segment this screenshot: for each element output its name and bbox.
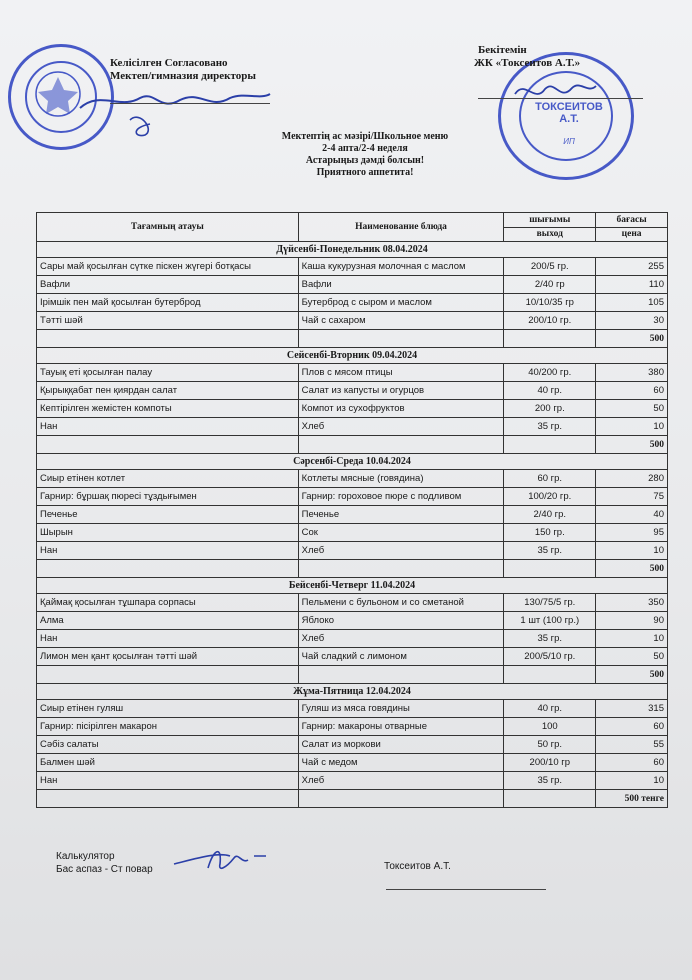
dish-name-kz: Қаймақ қосылған тұшпара сорпасы [37,594,299,612]
dish-name-kz: Нан [37,772,299,790]
dish-name-ru: Хлеб [298,542,504,560]
day-row [37,348,668,364]
dish-name-ru: Хлеб [298,630,504,648]
dish-name-ru: Чай сладкий с лимоном [298,648,504,666]
dish-name-ru: Яблоко [298,612,504,630]
dish-yield: 40/200 гр. [504,364,596,382]
menu-table [36,212,668,808]
table-row [37,630,668,648]
dish-name-kz: Печенье [37,506,299,524]
dish-yield: 200/5/10 гр. [504,648,596,666]
total-row [37,560,668,578]
table-row [37,524,668,542]
footer-signature-line [386,889,546,890]
table-row [37,506,668,524]
empty-cell [37,790,299,808]
chef-name: Токсеитов А.Т. [384,861,451,872]
dish-name-kz: Нан [37,630,299,648]
calculator-label: Калькулятор [56,851,115,862]
dish-yield: 100 [504,718,596,736]
day-row [37,454,668,470]
table-row [37,718,668,736]
dish-name-ru: Хлеб [298,418,504,436]
dish-price: 10 [596,772,668,790]
day-total: 500 [596,560,668,578]
header-row [37,213,668,228]
empty-cell [504,436,596,454]
table-row [37,648,668,666]
dish-name-kz: Лимон мен қант қосылған тәтті шәй [37,648,299,666]
dish-price: 95 [596,524,668,542]
table-row [37,364,668,382]
table-row [37,612,668,630]
empty-cell [298,436,504,454]
approval-right [474,44,580,70]
dish-name-kz: Сиыр етінен котлет [37,470,299,488]
dish-yield: 35 гр. [504,772,596,790]
chef-label: Бас аспаз - Ст повар [56,864,153,875]
dish-yield: 10/10/35 гр [504,294,596,312]
dish-name-kz: Сары май қосылған сүтке піскен жүгері ботқасы [37,258,299,276]
dish-name-kz: Нан [37,542,299,560]
empty-cell [298,790,504,808]
title-line-1: Мектептің ас мәзірі/Школьное меню [281,131,449,142]
dish-yield: 200/10 гр. [504,312,596,330]
company-label: ЖК «Токсеитов А.Т.» [474,57,581,69]
dish-yield: 60 гр. [504,470,596,488]
approve-label: Бекітемін [478,44,527,56]
director-signature-line [110,103,270,104]
dish-name-kz: Ірімшік пен май қосылған бутерброд [37,294,299,312]
dish-yield: 150 гр. [504,524,596,542]
empty-cell [298,666,504,684]
empty-cell [504,560,596,578]
dish-name-ru: Вафли [298,276,504,294]
dish-name-ru: Гарнир: макароны отварные [298,718,504,736]
table-row [37,312,668,330]
table-row [37,594,668,612]
dish-yield: 2/40 гр [504,276,596,294]
dish-name-kz: Гарнир: бұршақ пюресі тұздығымен [37,488,299,506]
dish-yield: 35 гр. [504,630,596,648]
director-label: Мектеп/гимназия директоры [110,70,256,82]
col-header-yield-top: шығымы [504,213,596,228]
dish-name-ru: Салат из моркови [298,736,504,754]
table-row [37,294,668,312]
empty-cell [37,436,299,454]
director-signature [60,80,280,140]
day-title: Сейсенбі-Вторник 09.04.2024 [37,348,668,364]
table-row [37,400,668,418]
total-row [37,790,668,808]
dish-price: 380 [596,364,668,382]
dish-name-kz: Сиыр етінен гуляш [37,700,299,718]
dish-price: 280 [596,470,668,488]
dish-yield: 200/5 гр. [504,258,596,276]
col-header-price-bottom: цена [596,227,668,242]
dish-name-ru: Салат из капусты и огурцов [298,382,504,400]
chef-signature [168,838,278,878]
dish-name-ru: Пельмени с бульоном и со сметаной [298,594,504,612]
table-row [37,700,668,718]
dish-name-kz: Вафли [37,276,299,294]
dish-name-kz: Балмен шәй [37,754,299,772]
title-line-2: 2-4 апта/2-4 неделя [322,143,408,154]
dish-yield: 200 гр. [504,400,596,418]
col-header-kz: Тағамның атауы [37,213,299,242]
dish-yield: 40 гр. [504,382,596,400]
day-total: 500 [596,666,668,684]
table-row [37,488,668,506]
dish-name-ru: Печенье [298,506,504,524]
title-line-4: Приятного аппетита! [316,167,414,178]
dish-price: 30 [596,312,668,330]
table-row [37,382,668,400]
table-row [37,772,668,790]
table-row [37,258,668,276]
dish-name-ru: Каша кукурузная молочная с маслом [298,258,504,276]
dish-price: 105 [596,294,668,312]
agreed-label: Келісілген Согласовано [110,57,228,69]
table-row [37,276,668,294]
dish-yield: 130/75/5 гр. [504,594,596,612]
day-row [37,242,668,258]
empty-cell [37,560,299,578]
empty-cell [504,666,596,684]
day-title: Сәрсенбі-Среда 10.04.2024 [37,454,668,470]
dish-name-ru: Чай с медом [298,754,504,772]
dish-yield: 100/20 гр. [504,488,596,506]
dish-price: 60 [596,382,668,400]
company-seal-right [498,52,634,180]
dish-name-kz: Шырын [37,524,299,542]
dish-name-ru: Компот из сухофруктов [298,400,504,418]
empty-cell [37,330,299,348]
dish-price: 55 [596,736,668,754]
footer-left [56,850,153,876]
dish-name-ru: Гарнир: гороховое пюре с подливом [298,488,504,506]
empty-cell [37,666,299,684]
dish-yield: 200/10 гр [504,754,596,772]
dish-yield: 35 гр. [504,418,596,436]
dish-price: 10 [596,418,668,436]
dish-name-kz: Тауық еті қосылған палау [37,364,299,382]
dish-price: 350 [596,594,668,612]
empty-cell [298,560,504,578]
dish-name-kz: Нан [37,418,299,436]
dish-name-ru: Сок [298,524,504,542]
dish-name-ru: Чай с сахаром [298,312,504,330]
dish-price: 110 [596,276,668,294]
total-row [37,330,668,348]
menu-title [260,131,470,179]
dish-name-ru: Бутерброд с сыром и маслом [298,294,504,312]
empty-cell [298,330,504,348]
day-row [37,684,668,700]
dish-name-kz: Сәбіз салаты [37,736,299,754]
day-total: 500 [596,436,668,454]
day-total: 500 [596,330,668,348]
day-title: Дүйсенбі-Понедельник 08.04.2024 [37,242,668,258]
dish-yield: 1 шт (100 гр.) [504,612,596,630]
col-header-ru: Наименование блюда [298,213,504,242]
dish-yield: 40 гр. [504,700,596,718]
day-row [37,578,668,594]
dish-price: 50 [596,648,668,666]
dish-yield: 50 гр. [504,736,596,754]
dish-price: 10 [596,630,668,648]
day-title: Бейсенбі-Четверг 11.04.2024 [37,578,668,594]
dish-name-ru: Плов с мясом птицы [298,364,504,382]
dish-name-ru: Хлеб [298,772,504,790]
dish-yield: 2/40 гр. [504,506,596,524]
table-row [37,542,668,560]
dish-name-kz: Алма [37,612,299,630]
dish-price: 75 [596,488,668,506]
empty-cell [504,330,596,348]
dish-price: 255 [596,258,668,276]
table-row [37,736,668,754]
col-header-yield-bottom: выход [504,227,596,242]
dish-price: 90 [596,612,668,630]
approver-signature-line [478,98,643,99]
dish-price: 315 [596,700,668,718]
col-header-price-top: бағасы [596,213,668,228]
dish-price: 40 [596,506,668,524]
dish-name-kz: Қырыққабат пен қиярдан салат [37,382,299,400]
day-title: Жұма-Пятница 12.04.2024 [37,684,668,700]
dish-name-kz: Кептірілген жемістен компоты [37,400,299,418]
total-row [37,436,668,454]
seal-name: ТОКСЕИТОВ А.Т. [535,101,603,125]
seal-ip: ИП [563,137,575,146]
dish-price: 60 [596,754,668,772]
dish-yield: 35 гр. [504,542,596,560]
dish-name-ru: Котлеты мясные (говядина) [298,470,504,488]
menu-body [37,242,668,808]
dish-price: 60 [596,718,668,736]
dish-name-kz: Гарнир: пісірілген макарон [37,718,299,736]
dish-price: 10 [596,542,668,560]
table-row [37,470,668,488]
dish-name-kz: Тәтті шәй [37,312,299,330]
table-row [37,418,668,436]
approver-signature [510,74,600,114]
table-row [37,754,668,772]
dish-name-ru: Гуляш из мяса говядины [298,700,504,718]
total-row [37,666,668,684]
dish-price: 50 [596,400,668,418]
day-total: 500 тенге [596,790,668,808]
empty-cell [504,790,596,808]
title-line-3: Астарыңыз дәмді болсын! [305,155,425,166]
